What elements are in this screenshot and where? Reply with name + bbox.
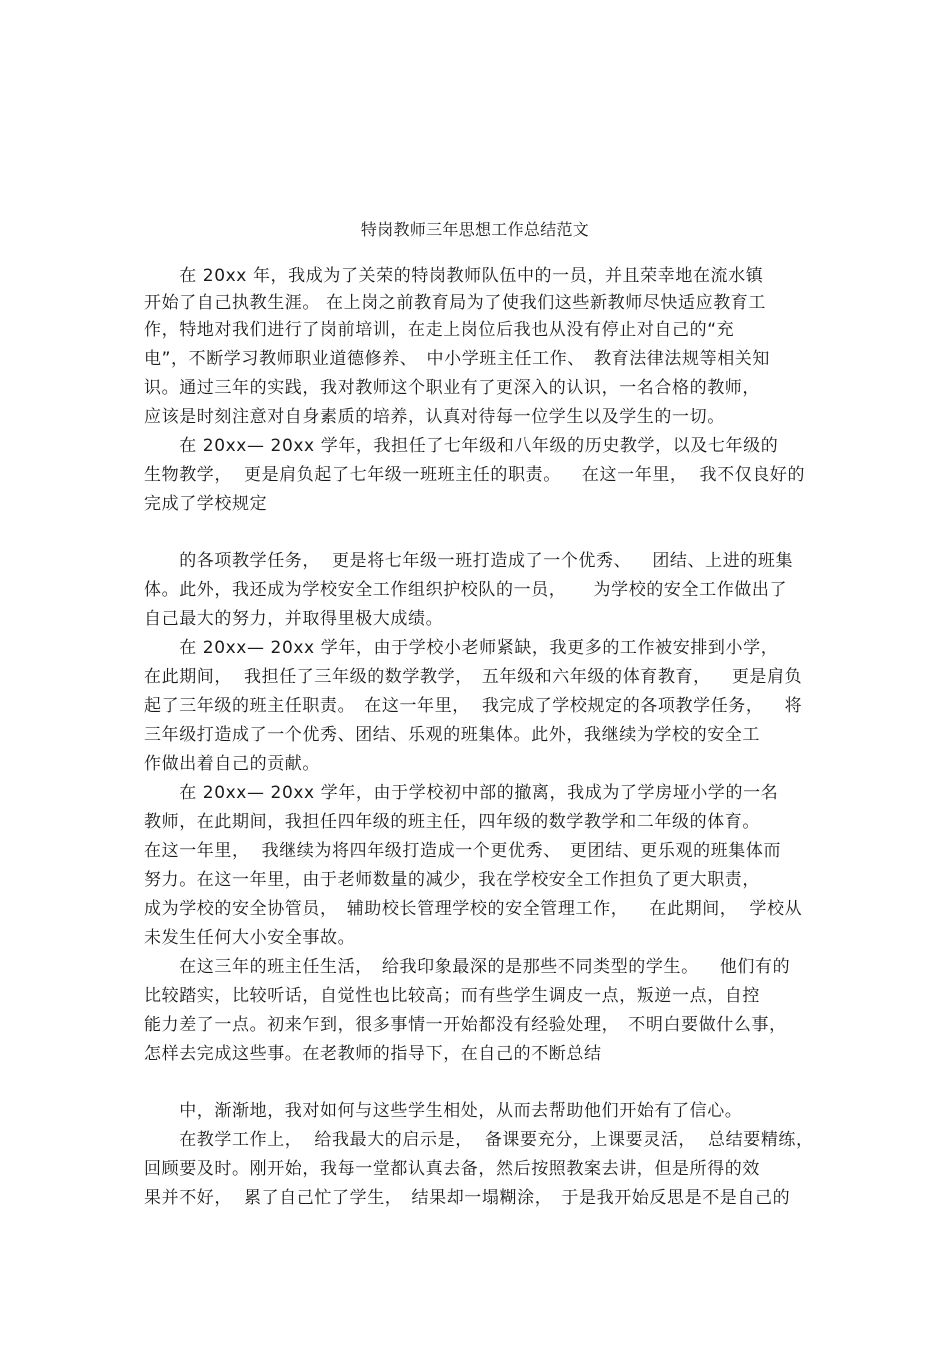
text-line: 成为学校的安全协管员， 辅助校长管理学校的安全管理工作， 在此期间， 学校从 — [144, 899, 803, 919]
text-line: 电”，不断学习教师职业道德修养、 中小学班主任工作、 教育法律法规等相关知 — [144, 349, 771, 369]
text-line: 未发生任何大小安全事故。 — [144, 928, 356, 948]
text-line: 怎样去完成这些事。在老教师的指导下，在自己的不断总结 — [144, 1044, 602, 1064]
text-line: 生物教学， 更是肩负起了七年级一班班主任的职责。 在这一年里， 我不仅良好的 — [144, 465, 806, 485]
text-line: 在教学工作上， 给我最大的启示是， 备课要充分，上课要灵活， 总结要精练， — [144, 1130, 814, 1150]
text-line: 开始了自己执教生涯。 在上岗之前教育局为了使我们这些新教师尽快适应教育工 — [144, 293, 767, 313]
text-line: 在这三年的班主任生活， 给我印象最深的是那些不同类型的学生。 他们有的 — [144, 957, 791, 977]
text-line: 体。此外，我还成为学校安全工作组织护校队的一员， 为学校的安全工作做出了 — [144, 580, 788, 600]
text-line: 在 20xx 年，我成为了关荣的特岗教师队伍中的一员，并且荣幸地在流水镇 — [144, 266, 764, 286]
text-line: 起了三年级的班主任职责。 在这一年里， 我完成了学校规定的各项教学任务， 将 — [144, 696, 803, 716]
document-title: 特岗教师三年思想工作总结范文 — [360, 220, 590, 239]
text-line: 回顾要及时。刚开始，我每一堂都认真去备，然后按照教案去讲，但是所得的效 — [144, 1159, 760, 1179]
text-line: 努力。在这一年里，由于老师数量的减少，我在学校安全工作担负了更大职责， — [144, 870, 760, 890]
text-line: 比较踏实，比较听话，自觉性也比较高；而有些学生调皮一点，叛逆一点，自控 — [144, 986, 760, 1006]
text-line: 在 20xx— 20xx 学年，我担任了七年级和八年级的历史教学，以及七年级的 — [144, 436, 779, 456]
text-line: 能力差了一点。初来乍到，很多事情一开始都没有经验处理， 不明白要做什么事， — [144, 1015, 787, 1035]
text-line: 在这一年里， 我继续为将四年级打造成一个更优秀、 更团结、更乐观的班集体而 — [144, 841, 782, 861]
text-line: 在 20xx— 20xx 学年，由于学校初中部的撤离，我成为了学房垭小学的一名 — [144, 783, 779, 803]
text-line: 完成了学校规定 — [144, 494, 268, 514]
text-line: 识。通过三年的实践，我对教师这个职业有了更深入的认识，一名合格的教师， — [144, 378, 760, 398]
text-line: 自己最大的努力，并取得里极大成绩。 — [144, 609, 444, 629]
text-line: 作，特地对我们进行了岗前培训，在走上岗位后我也从没有停止对自己的“充 — [144, 320, 735, 340]
text-line: 三年级打造成了一个优秀、团结、乐观的班集体。此外，我继续为学校的安全工 — [144, 725, 760, 745]
text-line: 作做出着自己的贡献。 — [144, 754, 320, 774]
text-line: 果并不好， 累了自己忙了学生， 结果却一塌糊涂， 于是我开始反思是不是自己的 — [144, 1188, 791, 1208]
text-line: 在此期间， 我担任了三年级的数学教学， 五年级和六年级的体育教育， 更是肩负 — [144, 667, 803, 687]
text-line: 应该是时刻注意对自身素质的培养，认真对待每一位学生以及学生的一切。 — [144, 407, 725, 427]
text-line: 在 20xx— 20xx 学年，由于学校小老师紧缺，我更多的工作被安排到小学， — [144, 638, 779, 658]
text-line: 的各项教学任务， 更是将七年级一班打造成了一个优秀、 团结、上进的班集 — [144, 551, 794, 571]
text-line: 教师，在此期间，我担任四年级的班主任，四年级的数学教学和二年级的体育。 — [144, 812, 760, 832]
text-line: 中，渐渐地，我对如何与这些学生相处，从而去帮助他们开始有了信心。 — [144, 1101, 743, 1121]
